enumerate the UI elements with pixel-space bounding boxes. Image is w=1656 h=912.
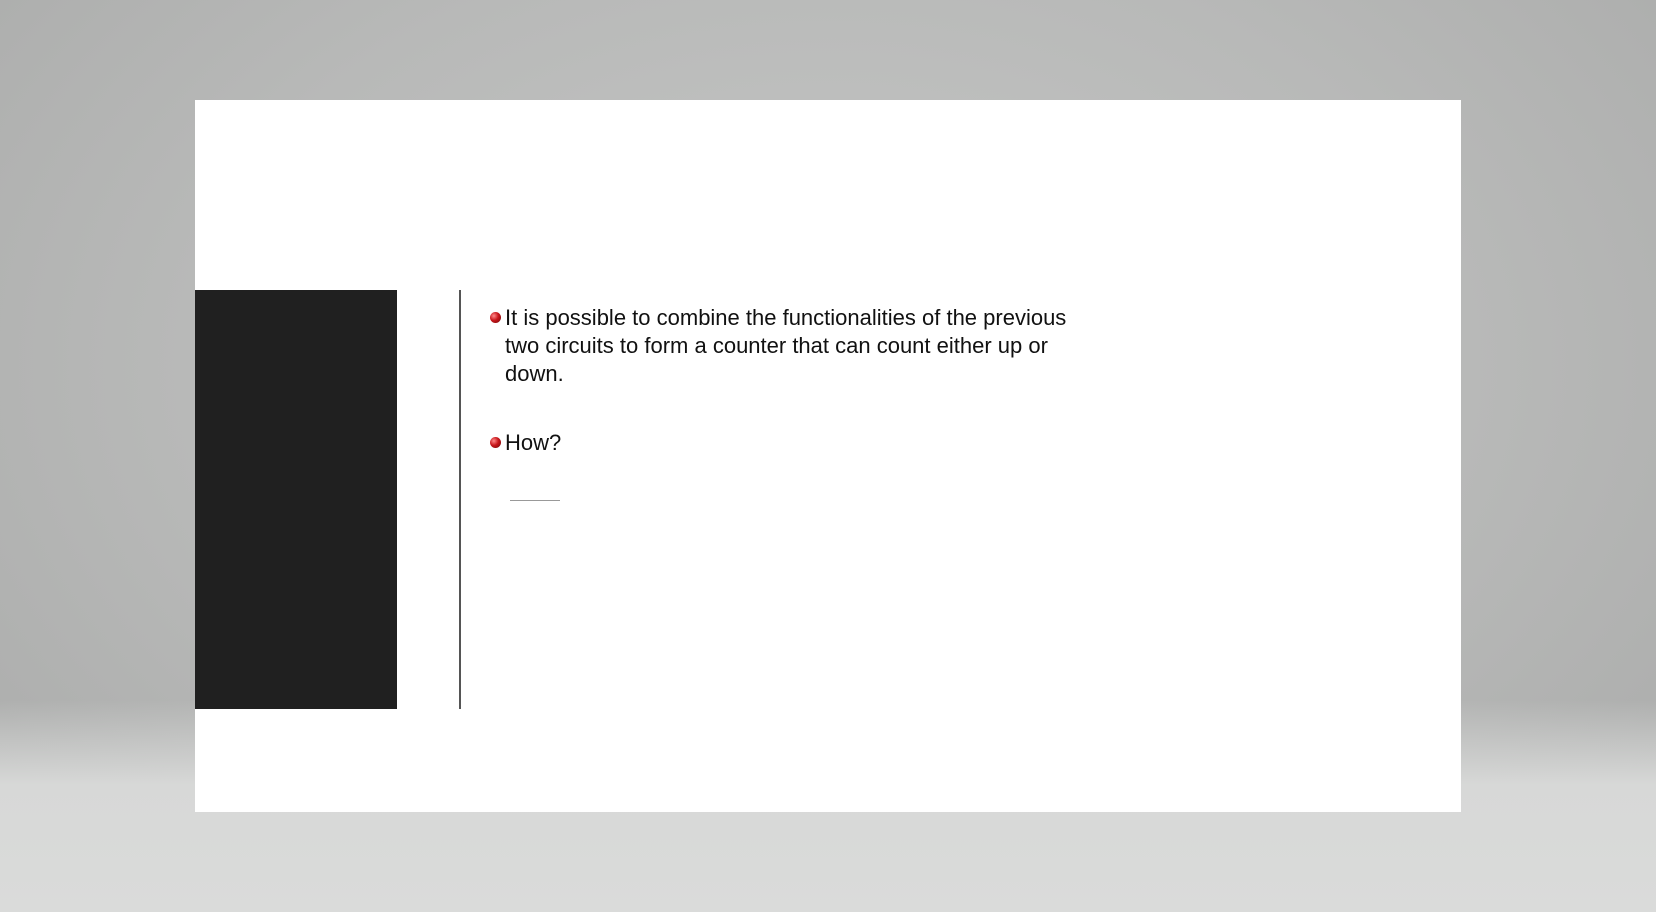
dark-side-panel [195,290,397,709]
vertical-divider [459,290,461,709]
bullet-dot-icon [490,437,501,448]
bullet-text: How? [505,430,562,455]
bullet-text: It is possible to combine the functionalities of the previous two circuits to form a counter that can count either up or down. [505,305,1067,386]
bullet-dot-icon [490,312,501,323]
bullet-item [505,429,1105,457]
slide-canvas [195,100,1461,812]
bullet-item [505,304,1105,388]
up-counter-diagram [510,500,800,610]
